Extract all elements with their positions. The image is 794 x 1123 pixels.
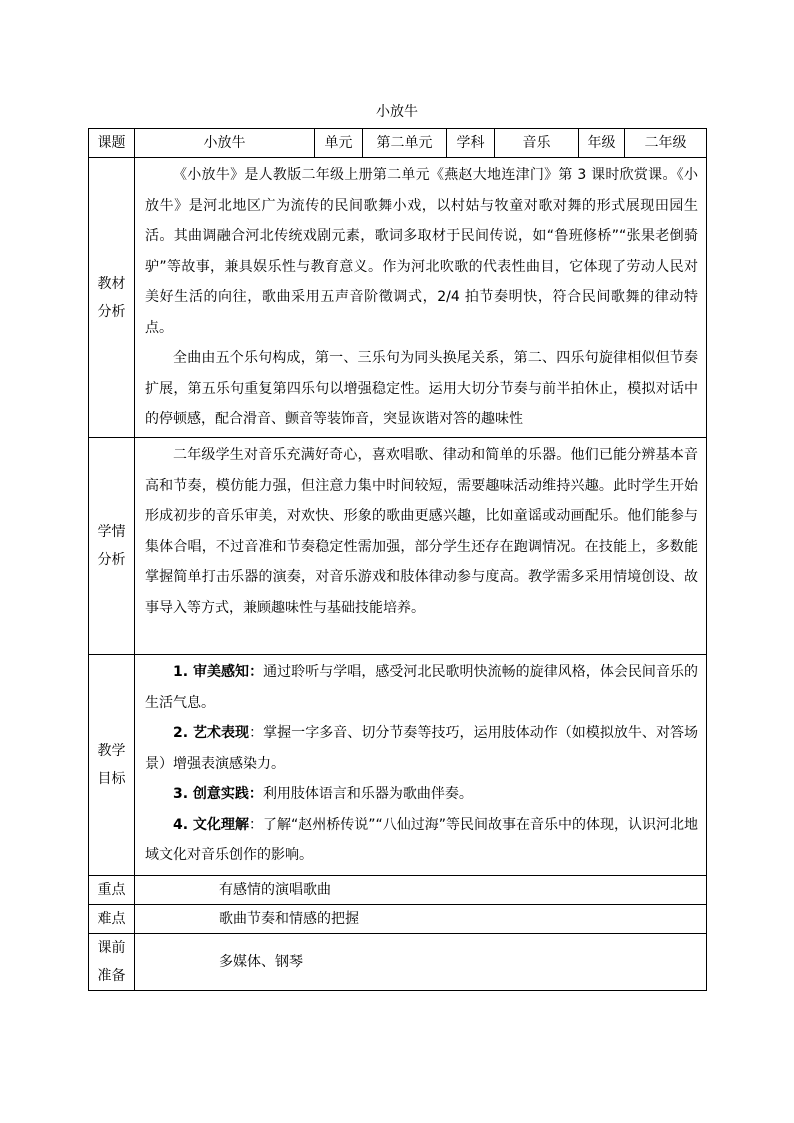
preparation-value: 多媒体、钢琴 (135, 934, 707, 991)
preparation-label: 课前 准备 (89, 934, 135, 991)
material-analysis-label: 教材 分析 (89, 158, 135, 438)
objective-item (145, 657, 698, 718)
difficulty-row (89, 905, 707, 934)
material-analysis-content (135, 158, 707, 438)
header-row (89, 129, 707, 158)
difficulty-label: 难点 (89, 905, 135, 934)
unit-value: 第二单元 (363, 129, 447, 158)
material-analysis-row (89, 158, 707, 438)
material-paragraph: 《小放牛》是人教版二年级上册第二单元《燕赵大地连津门》第 3 课时欣赏课。《小放牛》是河北地区广为流传的民间歌舞小戏，以村姑与牧童对歌对舞的形式展现田园生活。其曲调融合河北传统戏剧元素，歌词多取材于民间传说，如“鲁班修桥”“张果老倒骑驴”等故事，兼具娱乐性与教育意义。作为河北吹歌的代表性曲目，它体现了劳动人民对美好生活的向往，歌曲采用五声音阶徵调式，2/4 拍节奏明快，符合民间歌舞的律动特点。 (145, 167, 698, 336)
topic-label: 课题 (89, 129, 135, 158)
key-point-label: 重点 (89, 876, 135, 905)
objectives-row (89, 655, 707, 876)
material-paragraph: 全曲由五个乐句构成，第一、三乐句为同头换尾关系，第二、四乐句旋律相似但节奏扩展，第五乐句重复第四乐句以增强稳定性。运用大切分节奏与前半拍休止，模拟对话中的停顿感，配合滑音、颤音等装饰音，突显诙谐对答的趣味性 (145, 350, 698, 427)
topic-value: 小放牛 (135, 129, 315, 158)
objective-text: ：了解“赵州桥传说”“八仙过海”等民间故事在音乐中的体现，认识河北地域文化对音乐创作的影响。 (145, 816, 699, 863)
objectives-label: 教学 目标 (89, 655, 135, 876)
learner-analysis-label: 学情 分析 (89, 438, 135, 655)
subject-value: 音乐 (495, 129, 579, 158)
objective-heading: 2. 艺术表现 (173, 725, 250, 741)
objectives-content (135, 655, 707, 876)
learner-paragraph: 二年级学生对音乐充满好奇心，喜欢唱歌、律动和简单的乐器。他们已能分辨基本音高和节奏，模仿能力强，但注意力集中时间较短，需要趣味活动维持兴趣。此时学生开始形成初步的音乐审美，对欢快、形象的歌曲更感兴趣，比如童谣或动画配乐。他们能参与集体合唱，不过音准和节奏稳定性需加强，部分学生还存在跑调情况。在技能上，多数能掌握简单打击乐器的演奏，对音乐游戏和肢体律动参与度高。教学需多采用情境创设、故事导入等方式，兼顾趣味性与基础技能培养。 (145, 447, 698, 616)
objective-heading: 1. 审美感知： (173, 664, 264, 680)
objective-text: ：掌握一字多音、切分节奏等技巧，运用肢体动作（如模拟放牛、对答场景）增强表演感染力。 (145, 725, 699, 772)
lesson-plan-table (88, 128, 707, 991)
learner-analysis-content (135, 438, 707, 655)
subject-label: 学科 (447, 129, 495, 158)
unit-label: 单元 (315, 129, 363, 158)
key-point-row (89, 876, 707, 905)
difficulty-value: 歌曲节奏和情感的把握 (135, 905, 707, 934)
key-point-value: 有感情的演唱歌曲 (135, 876, 707, 905)
objective-text: 利用肢体语言和乐器为歌曲伴奏。 (262, 786, 473, 802)
document-title: 小放牛 (376, 104, 418, 120)
preparation-row (89, 934, 707, 991)
learner-analysis-row (89, 438, 707, 655)
objective-item (145, 810, 698, 871)
objective-heading: 3. 创意实践： (173, 786, 263, 802)
objective-item (145, 779, 698, 810)
objective-item (145, 718, 698, 779)
objective-text: 通过聆听与学唱，感受河北民歌明快流畅的旋律风格，体会民间音乐的生活气息。 (145, 664, 699, 711)
objective-heading: 4. 文化理解 (173, 816, 249, 833)
grade-label: 年级 (579, 129, 625, 158)
grade-value: 二年级 (625, 129, 707, 158)
